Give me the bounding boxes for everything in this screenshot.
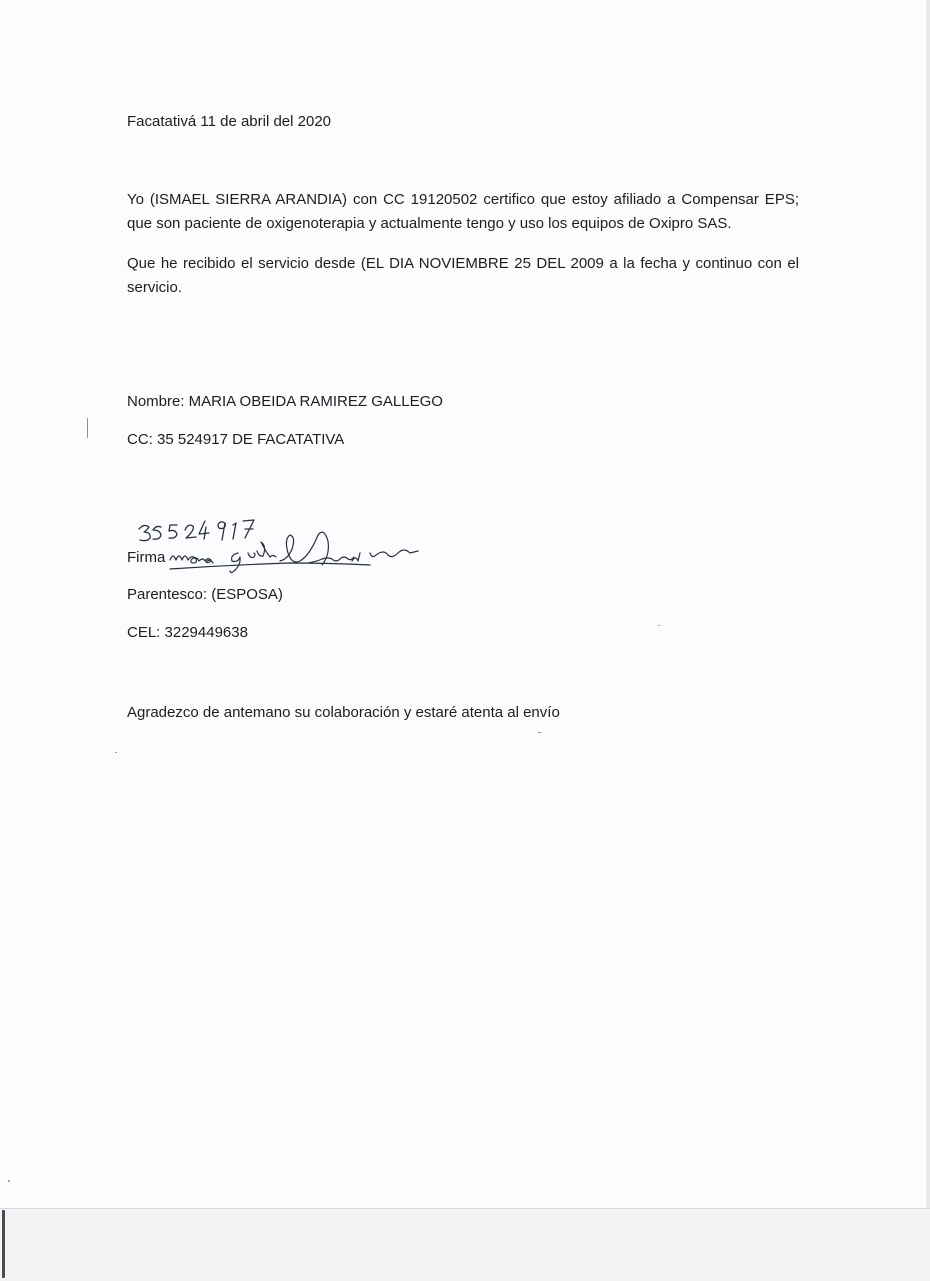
page-edge-shadow bbox=[926, 0, 930, 1208]
certification-paragraph: Yo (ISMAEL SIERRA ARANDIA) con CC 19120502 certifico que estoy afiliado a Compensar EPS; que son paciente de oxigenoterapia y actualmente tengo y uso los equipos de Oxipro SAS. bbox=[127, 191, 799, 232]
handwritten-id-number bbox=[139, 520, 254, 541]
relationship-line: Parentesco: (ESPOSA) bbox=[127, 586, 283, 603]
scan-mark bbox=[87, 418, 88, 438]
scan-dot bbox=[115, 752, 117, 753]
date-line: Facatativá 11 de abril del 2020 bbox=[127, 113, 332, 130]
scan-edge-mark bbox=[2, 1210, 5, 1278]
scanner-bed-strip bbox=[0, 1208, 930, 1281]
name-line: Nombre: MARIA OBEIDA RAMIREZ GALLEGO bbox=[127, 393, 443, 410]
phone-line: CEL: 3229449638 bbox=[127, 624, 248, 641]
signature-scribble bbox=[170, 532, 418, 572]
handwritten-signature bbox=[130, 505, 430, 585]
scan-dot bbox=[538, 732, 541, 733]
id-line: CC: 35 524917 DE FACATATIVA bbox=[127, 431, 345, 448]
service-paragraph: Que he recibido el servicio desde (EL DIA NOVIEMBRE 25 DEL 2009 a la fecha y continuo con el servicio. bbox=[127, 255, 799, 296]
scan-dot bbox=[658, 625, 660, 626]
scan-dot bbox=[8, 1180, 10, 1182]
signature-label: Firma bbox=[127, 549, 166, 566]
closing-line: Agradezco de antemano su colaboración y estaré atenta al envío bbox=[127, 704, 560, 721]
